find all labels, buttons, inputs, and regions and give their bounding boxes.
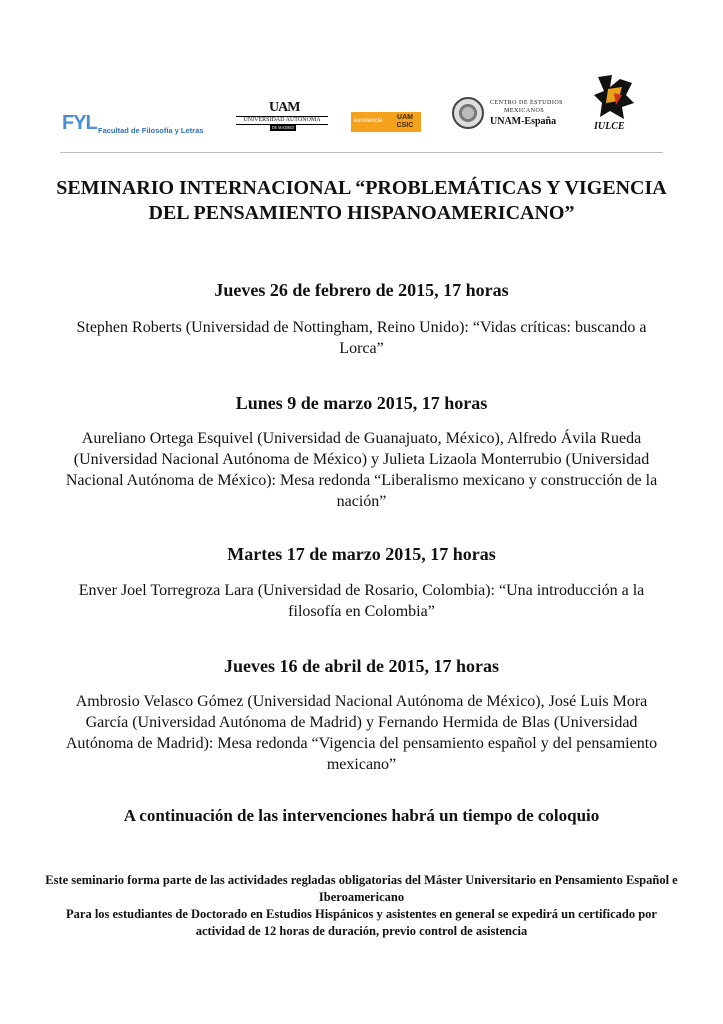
header-divider bbox=[60, 152, 663, 153]
session-3-date: Martes 17 de marzo 2015, 17 horas bbox=[227, 544, 496, 564]
fyl-logo-mark: FYL bbox=[62, 112, 97, 134]
campus-logo-left: excelencia bbox=[354, 118, 383, 124]
uam-logo-line: UNIVERSIDAD AUTONOMA bbox=[236, 116, 328, 125]
unam-logo-line2: MEXICANOS bbox=[504, 108, 545, 114]
unam-logo-line3: UNAM-España bbox=[490, 116, 557, 127]
uam-logo bbox=[234, 100, 334, 133]
uam-logo-sub: DE MADRID bbox=[271, 125, 295, 130]
unam-seal-icon bbox=[452, 97, 484, 129]
footer-line-master: Este seminario forma parte de las actividades regladas obligatorias del Máster Universitario en Pensamiento Español e Iberoamericano bbox=[45, 873, 678, 904]
fyl-logo bbox=[62, 112, 227, 138]
seminar-title: SEMINARIO INTERNACIONAL “PROBLEMÁTICAS Y VIGENCIA DEL PENSAMIENTO HISPANOAMERICANO” bbox=[56, 177, 667, 224]
campus-excelencia-logo bbox=[351, 112, 421, 132]
footer-notes bbox=[40, 872, 683, 940]
unam-logo bbox=[452, 97, 568, 131]
iulce-emblem-icon bbox=[592, 73, 636, 121]
session-4-date: Jueves 16 de abril de 2015, 17 horas bbox=[223, 656, 499, 676]
session-1-talk: Stephen Roberts (Universidad de Nottingham, Reino Unido): “Vidas críticas: buscando a Lorca” bbox=[76, 319, 647, 357]
unam-logo-line1: CENTRO DE ESTUDIOS bbox=[490, 100, 563, 106]
campus-logo-right: UAM CSIC bbox=[396, 114, 414, 129]
colloquium-note: A continuación de las intervenciones habrá un tiempo de coloquio bbox=[123, 806, 600, 825]
session-3-talk: Enver Joel Torregroza Lara (Universidad de Rosario, Colombia): “Una introducción a la filosofía en Colombia” bbox=[78, 582, 645, 620]
session-2-talk: Aureliano Ortega Esquivel (Universidad de Guanajuato, México), Alfredo Ávila Rueda (Universidad Nacional Autónoma de México) y Julieta Lizaola Monterrubio (Universidad Nacional Autónoma de México): Mesa redonda “Liberalismo mexicano y construcción de la nación” bbox=[65, 430, 658, 510]
uam-logo-mark: UAM bbox=[269, 100, 300, 115]
session-4-talk: Ambrosio Velasco Gómez (Universidad Nacional Autónoma de México), José Luis Mora García (Universidad Autónoma de Madrid) y Fernando Hermida de Blas (Universidad Autónoma de Madrid): Mesa redonda “Vigencia del pensamiento español y del pensamiento mexicano” bbox=[65, 693, 658, 773]
iulce-logo-text: IULCE bbox=[594, 121, 625, 132]
footer-line-doctorate: Para los estudiantes de Doctorado en Estudios Hispánicos y asistentes en general se expedirá un certificado por actividad de 12 horas de duración, previo control de asistencia bbox=[66, 907, 657, 938]
session-2-date: Lunes 9 de marzo 2015, 17 horas bbox=[235, 393, 488, 413]
iulce-logo bbox=[592, 73, 636, 133]
session-1-date: Jueves 26 de febrero de 2015, 17 horas bbox=[214, 280, 509, 300]
fyl-logo-text: Facultad de Filosofía y Letras bbox=[98, 126, 204, 135]
